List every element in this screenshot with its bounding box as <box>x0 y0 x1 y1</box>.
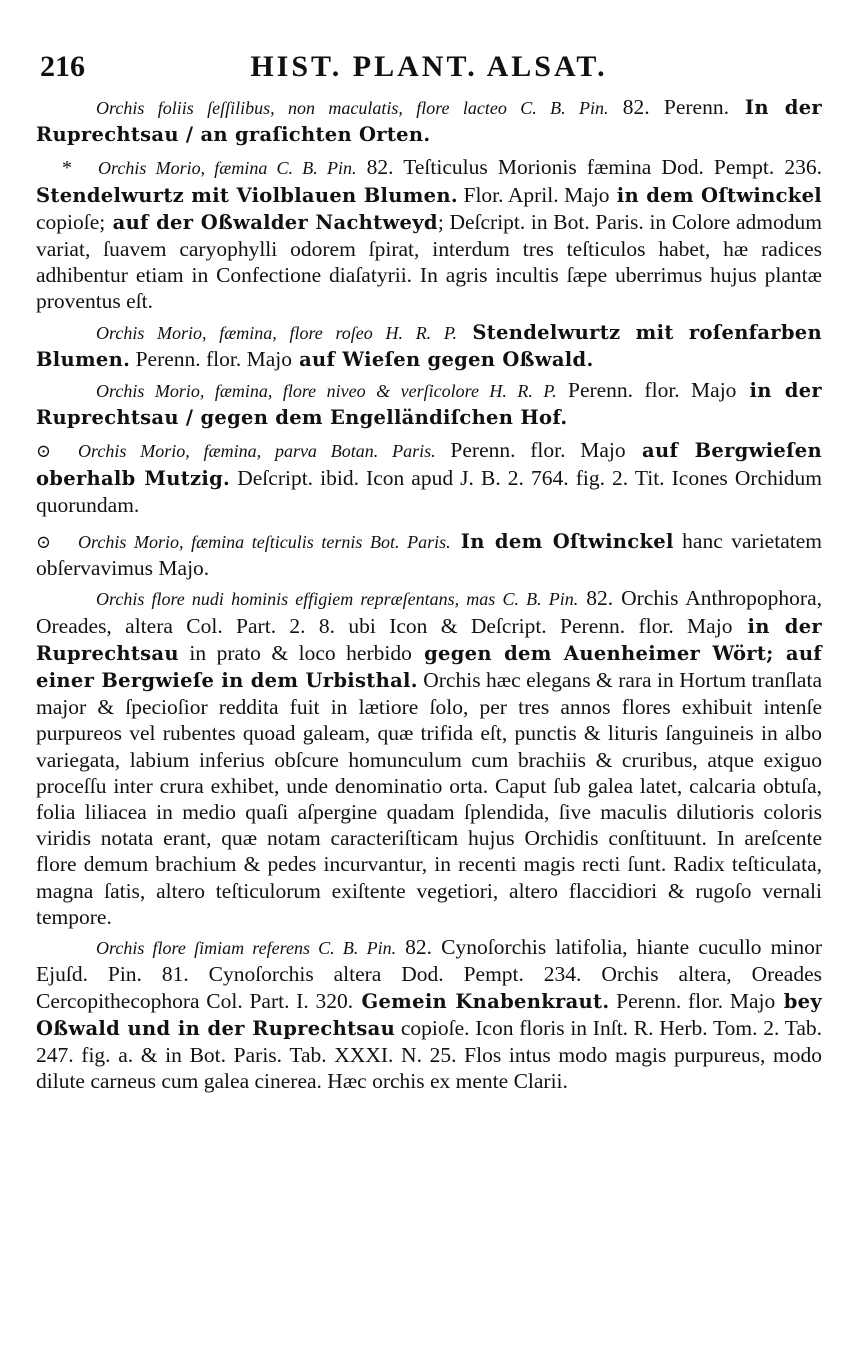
latin-lemma-text: Orchis Morio, fæmina C. B. Pin. <box>98 158 357 179</box>
asterisk-mark-icon: * <box>62 157 72 180</box>
entry-paragraph <box>36 934 822 1094</box>
german-fraktur-text: Stendelwurtz mit Violblauen Blumen. <box>36 183 458 207</box>
german-fraktur-text: In dem Oſtwinckel <box>450 530 674 554</box>
body-text: ; Deſcript. in Bot. Paris. in Colore admodum variat, ſuavem caryophylli odorem ſpirat, interdum tres teſticulos habet, hæ radices adhibentur etiam in Confectione diaſatyrii. In agris incultis ſæpe uberrimus hujus plantæ proventus eſt. <box>36 209 822 314</box>
circle-dot-mark-icon: ⊙ <box>36 532 52 553</box>
body-text: Perenn. flor. Majo <box>130 346 293 371</box>
entry-paragraph <box>36 154 822 314</box>
running-head <box>36 48 822 94</box>
entry-paragraph <box>36 528 822 581</box>
body-text: Perenn. flor. Majo <box>435 438 626 463</box>
latin-lemma-text: Orchis foliis ſeſſilibus, non maculatis, flore lacteo C. B. Pin. <box>96 98 609 118</box>
entry-paragraph <box>36 94 822 148</box>
latin-lemma-text: Orchis Morio, fæmina, parva Botan. Paris. <box>78 441 436 462</box>
body-text: 82. Perenn. <box>608 95 729 119</box>
body-text: Perenn. flor. Majo <box>556 378 737 403</box>
body-text: copioſe; <box>36 209 106 234</box>
entry-paragraph <box>36 377 822 431</box>
body-text: Perenn. flor. Majo <box>609 988 776 1013</box>
german-fraktur-text: in der Ruprechtsau / gegen dem Engelländiſchen Hof. <box>36 379 822 430</box>
body-text: hanc varietatem obſervavimus Majo. <box>36 529 822 581</box>
german-fraktur-text: in dem Oſtwinckel <box>609 183 822 207</box>
body-text: 82. Teſticulus Morionis fæmina Dod. Pempt. 236. <box>356 155 822 180</box>
running-title: HIST. PLANT. ALSAT. <box>250 50 608 83</box>
german-fraktur-text: Stendelwurtz mit roſenfarben Blumen. <box>36 320 822 371</box>
body-text: 82. Cynoſorchis latifolia, hiante cucullo minor Ejuſd. Pin. 81. Cynoſorchis altera Dod. Pempt. 234. Orchis altera, Oreades Cercopithecophora Col. Part. I. 320. <box>36 935 822 1013</box>
entries-list <box>36 94 822 1094</box>
german-fraktur-text: bey Oßwald und in der Ruprechtsau <box>36 989 822 1040</box>
latin-lemma-text: Orchis flore ſimiam referens C. B. Pin. <box>96 938 397 959</box>
page-number: 216 <box>40 50 85 83</box>
latin-lemma-text: Orchis Morio, fæmina, flore roſeo H. R. P. <box>96 322 458 343</box>
german-fraktur-text: Gemein Knabenkraut. <box>353 989 610 1013</box>
body-text: Flor. April. Majo <box>457 182 610 207</box>
german-fraktur-text: In der Ruprechtsau / an graſichten Orten. <box>36 96 822 147</box>
latin-lemma-text: Orchis Morio, fæmina teſticulis ternis Bot. Paris. <box>78 532 451 553</box>
latin-lemma-text: Orchis Morio, fæmina, flore niveo & verſicolore H. R. P. <box>96 381 557 402</box>
entry-paragraph <box>36 585 822 930</box>
german-fraktur-text: in der Ruprechtsau <box>36 614 822 665</box>
german-fraktur-text: auf Bergwieſen oberhalb Mutzig. <box>36 439 822 490</box>
body-text: Orchis hæc elegans & rara in Hortum tranſlata major & ſpecioſior reddita fuit in lætiore ſolo, per tres annos flores exhibuit intenſe purpureos vel rubentes quoad galeam, quæ trifida eſt, punctis & lituris ſanguineis in albo variegata, labium inferius obſcure homunculum cum brachiis & cruribus, atque exiguo proceſſu inter crura exhibet, unde denominatio orta. Caput ſub galea latet, calcaria obtuſa, folia liliacea in medio quaſi aſpergine quadam ſplendida, ſive maculis dilutioris coloris viridis notata erant, quæ notam caracteriſticam hujus Orchidis conſtituunt. In areſcente flore demum brachium & pedes incurvantur, in recenti magis recti ſunt. Radix teſticulata, magna ſatis, altero teſticulorum exiſtente vegetiori, altero flaccidiori & rugoſo vernali tempore. <box>36 668 822 929</box>
german-fraktur-text: gegen dem Auenheimer Wört; auf einer Bergwieſe in dem Urbisthal. <box>36 641 822 693</box>
entry-paragraph <box>36 437 822 518</box>
body-text: in prato & loco herbido <box>178 640 412 665</box>
body-text: 82. Orchis Anthropophora, Oreades, altera Col. Part. 2. 8. ubi Icon & Deſcript. Perenn. flor. Majo <box>36 586 822 638</box>
german-fraktur-text: auf Wieſen gegen Oßwald. <box>292 347 594 371</box>
german-fraktur-text: auf der Oßwalder Nachtweyd <box>105 210 438 234</box>
page <box>36 48 822 1098</box>
body-text: copioſe. Icon floris in Inſt. R. Herb. Tom. 2. Tab. 247. fig. a. & in Bot. Paris. Tab. XXXI. N. 25. Flos intus modo magis purpureus, modo dilute carneus cum galea cinerea. Hæc orchis ex mente Clarii. <box>36 1015 822 1094</box>
circle-dot-mark-icon: ⊙ <box>36 441 52 462</box>
entry-paragraph <box>36 319 822 373</box>
body-text: Deſcript. ibid. Icon apud J. B. 2. 764. fig. 2. Tit. Icones Orchidum quorundam. <box>36 465 822 517</box>
latin-lemma-text: Orchis flore nudi hominis effigiem repræſentans, mas C. B. Pin. <box>96 589 579 610</box>
